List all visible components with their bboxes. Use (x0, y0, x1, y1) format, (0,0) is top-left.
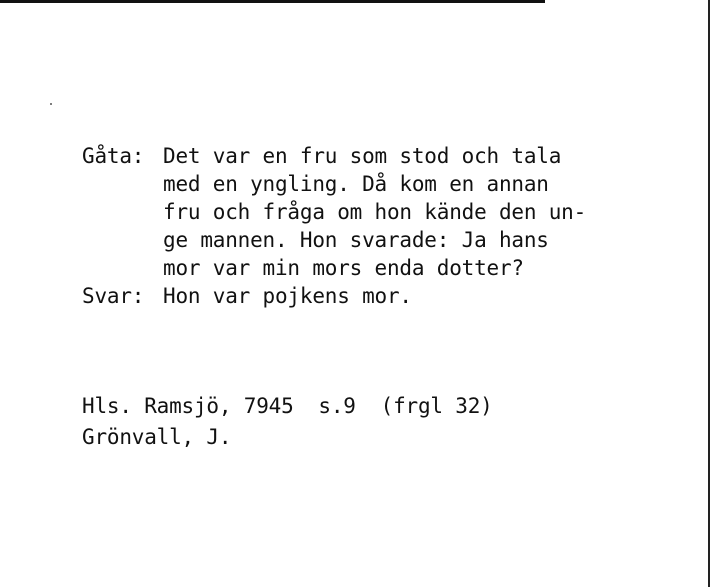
card-right-border (708, 0, 710, 587)
source-collector: Grönvall, J. (82, 425, 232, 449)
answer-text: Hon var pojkens mor. (163, 284, 412, 308)
source-reference: Hls. Ramsjö, 7945 s.9 (frgl 32) (82, 394, 493, 418)
riddle-line-5: mor var min mors enda dotter? (163, 256, 524, 280)
riddle-label: Gåta: (82, 144, 145, 168)
riddle-line-3: fru och fråga om hon kände den un- (163, 200, 587, 224)
riddle-line-2: med en yngling. Då kom en annan (163, 172, 549, 196)
answer-label: Svar: (82, 284, 145, 308)
card-top-border (0, 0, 545, 3)
riddle-line-1: Det var en fru som stod och tala (163, 144, 562, 168)
scan-speck (50, 103, 52, 105)
riddle-line-4: ge mannen. Hon svarade: Ja hans (163, 228, 549, 252)
